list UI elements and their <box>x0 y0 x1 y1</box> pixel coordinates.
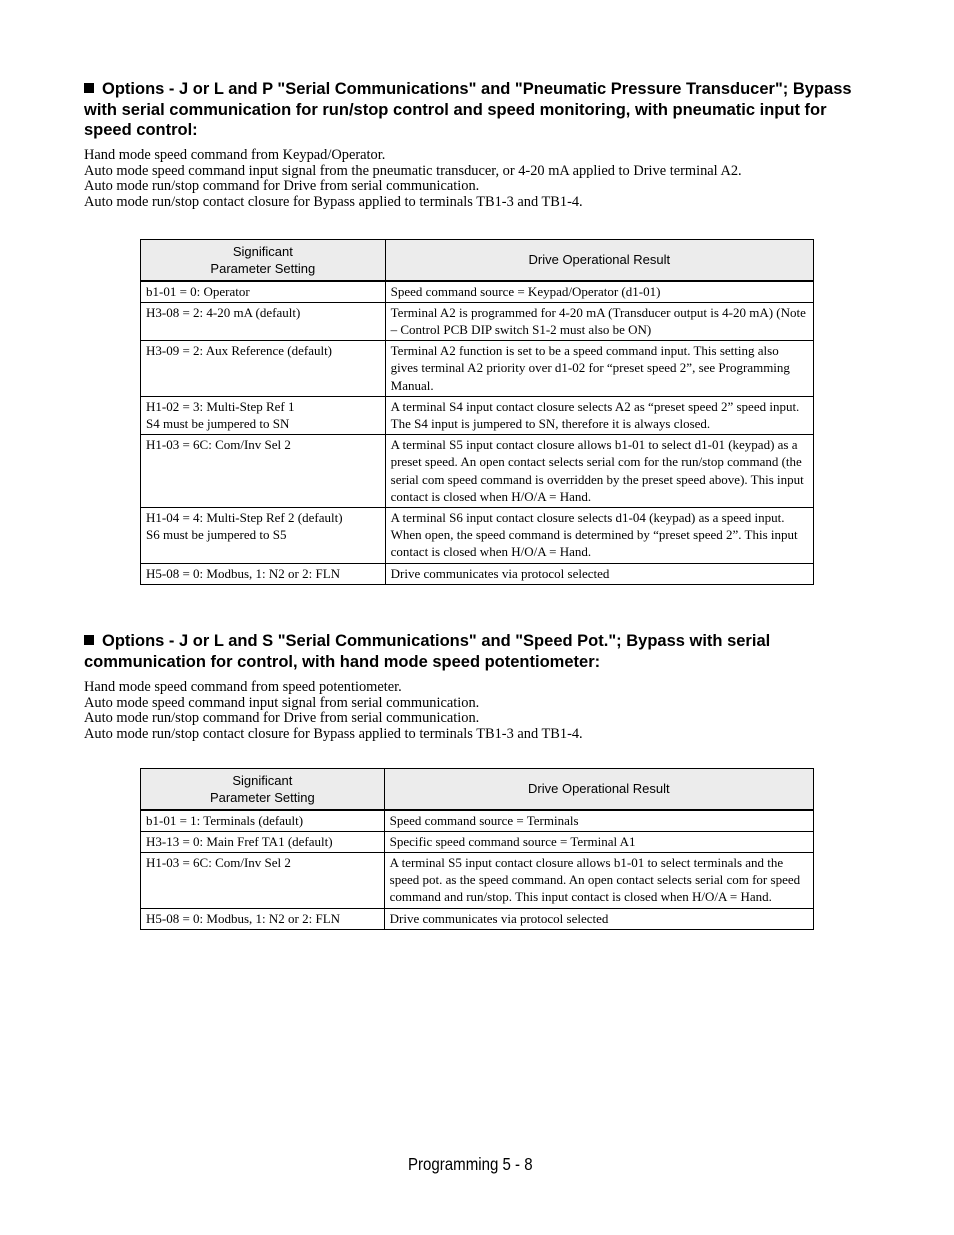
section1-intro-line: Auto mode run/stop command for Drive from serial communication. <box>84 178 480 194</box>
setting-cell <box>141 281 386 303</box>
result-cell: A terminal S4 input contact closure selects A2 as “preset speed 2” speed input. The S4 input is jumpered to SN, therefore it is always closed. <box>385 396 813 434</box>
setting-cell <box>141 302 386 340</box>
table-row <box>141 563 814 584</box>
table-row <box>141 852 814 908</box>
setting-text: b1-01 = 1: Terminals (default) <box>146 812 304 828</box>
section1-intro-line: Auto mode run/stop contact closure for Bypass applied to terminals TB1-3 and TB1-4. <box>84 193 583 210</box>
column-header-result: Drive Operational Result <box>384 769 813 810</box>
setting-note: S4 must be jumpered to SN <box>146 415 290 431</box>
setting-text: H3-09 = 2: Aux Reference (default) <box>146 343 333 359</box>
section2-intro <box>84 680 884 742</box>
section1-parameter-table <box>140 239 814 585</box>
setting-cell <box>141 396 386 434</box>
result-cell: Speed command source = Keypad/Operator (d1-01) <box>385 281 813 303</box>
setting-text: H5-08 = 0: Modbus, 1: N2 or 2: FLN <box>146 910 341 926</box>
section2-intro-line: Hand mode speed command from speed potentiometer. <box>84 679 402 695</box>
section2-parameter-table <box>140 768 814 930</box>
section2-intro-line: Auto mode run/stop contact closure for Bypass applied to terminals TB1-3 and TB1-4. <box>84 725 583 742</box>
section2-heading <box>84 631 864 672</box>
black-square-bullet-icon <box>84 635 94 645</box>
table-row <box>141 396 814 434</box>
table-row <box>141 908 814 929</box>
setting-cell <box>141 908 385 929</box>
table-row <box>141 507 814 563</box>
setting-text: H1-03 = 6C: Com/Inv Sel 2 <box>146 854 291 870</box>
section1-intro <box>84 148 884 210</box>
black-square-bullet-icon <box>84 83 94 93</box>
result-cell: A terminal S5 input contact closure allows b1-01 to select terminals and the speed pot. as the speed command. An open contact selects serial com for speed command and run/stop. This input contact is closed when H/O/A = Hand. <box>384 852 813 908</box>
table-row <box>141 435 814 508</box>
table-row <box>141 810 814 832</box>
setting-text: H5-08 = 0: Modbus, 1: N2 or 2: FLN <box>146 565 341 581</box>
setting-cell <box>141 435 386 508</box>
setting-cell <box>141 341 386 397</box>
table-header-row <box>141 240 814 281</box>
column-header-setting-line1: Significant <box>232 772 293 788</box>
setting-text: H3-08 = 2: 4-20 mA (default) <box>146 304 301 320</box>
table-row <box>141 281 814 303</box>
setting-note: S6 must be jumpered to S5 <box>146 527 287 543</box>
setting-text: b1-01 = 0: Operator <box>146 283 250 299</box>
page-footer: Programming 5 - 8 <box>408 1154 533 1174</box>
result-cell: Terminal A2 function is set to be a speed command input. This setting also gives terminal A2 priority over d1-02 for “preset speed 2”, see Programming Manual. <box>385 341 813 397</box>
result-cell: A terminal S6 input contact closure selects d1-04 (keypad) as a speed input. When open, the speed command is determined by “preset speed 2”. This input contact is closed when H/O/A = Hand. <box>385 507 813 563</box>
column-header-result: Drive Operational Result <box>385 240 813 281</box>
table-header-row <box>141 769 814 810</box>
table-row <box>141 302 814 340</box>
section1-intro-line: Hand mode speed command from Keypad/Operator. <box>84 147 386 163</box>
section2-intro-line: Auto mode run/stop command for Drive from serial communication. <box>84 710 480 726</box>
column-header-setting-line2: Parameter Setting <box>209 789 315 805</box>
setting-text: H1-02 = 3: Multi-Step Ref 1 <box>146 398 295 414</box>
setting-text: H3-13 = 0: Main Fref TA1 (default) <box>146 833 333 849</box>
setting-text: H1-04 = 4: Multi-Step Ref 2 (default) <box>146 509 343 525</box>
section1-heading <box>84 79 864 141</box>
result-cell: Speed command source = Terminals <box>384 810 813 832</box>
section2-intro-line: Auto mode speed command input signal from serial communication. <box>84 694 480 711</box>
table-row <box>141 831 814 852</box>
result-cell: A terminal S5 input contact closure allows b1-01 to select d1-01 (keypad) as a preset speed. An open contact selects serial com for the run/stop command (the serial com speed command is overridden by the preset speed above). This input contact is closed when H/O/A = Hand. <box>385 435 813 508</box>
setting-cell <box>141 563 386 584</box>
setting-cell <box>141 852 385 908</box>
table-row <box>141 341 814 397</box>
column-header-setting <box>141 769 385 810</box>
column-header-setting-line2: Parameter Setting <box>210 260 316 276</box>
setting-text: H1-03 = 6C: Com/Inv Sel 2 <box>146 437 291 453</box>
result-cell: Terminal A2 is programmed for 4-20 mA (Transducer output is 4-20 mA) (Note – Control PCB DIP switch S1-2 must also be ON) <box>385 302 813 340</box>
section2-heading-text: Options - J or L and S "Serial Communications" and "Speed Pot."; Bypass with serial communication for control, with hand mode speed potentiometer: <box>84 632 771 671</box>
column-header-setting <box>141 240 386 281</box>
section1-heading-text: Options - J or L and P "Serial Communications" and "Pneumatic Pressure Transducer"; Bypass with serial communication for run/stop control and speed monitoring, with pneumatic input for speed control: <box>84 80 852 139</box>
result-cell: Drive communicates via protocol selected <box>385 563 813 584</box>
setting-cell <box>141 810 385 832</box>
setting-cell <box>141 831 385 852</box>
section1-intro-line: Auto mode speed command input signal from the pneumatic transducer, or 4-20 mA applied to Drive terminal A2. <box>84 162 742 179</box>
result-cell: Drive communicates via protocol selected <box>384 908 813 929</box>
column-header-setting-line1: Significant <box>232 243 293 259</box>
result-cell: Specific speed command source = Terminal A1 <box>384 831 813 852</box>
setting-cell <box>141 507 386 563</box>
